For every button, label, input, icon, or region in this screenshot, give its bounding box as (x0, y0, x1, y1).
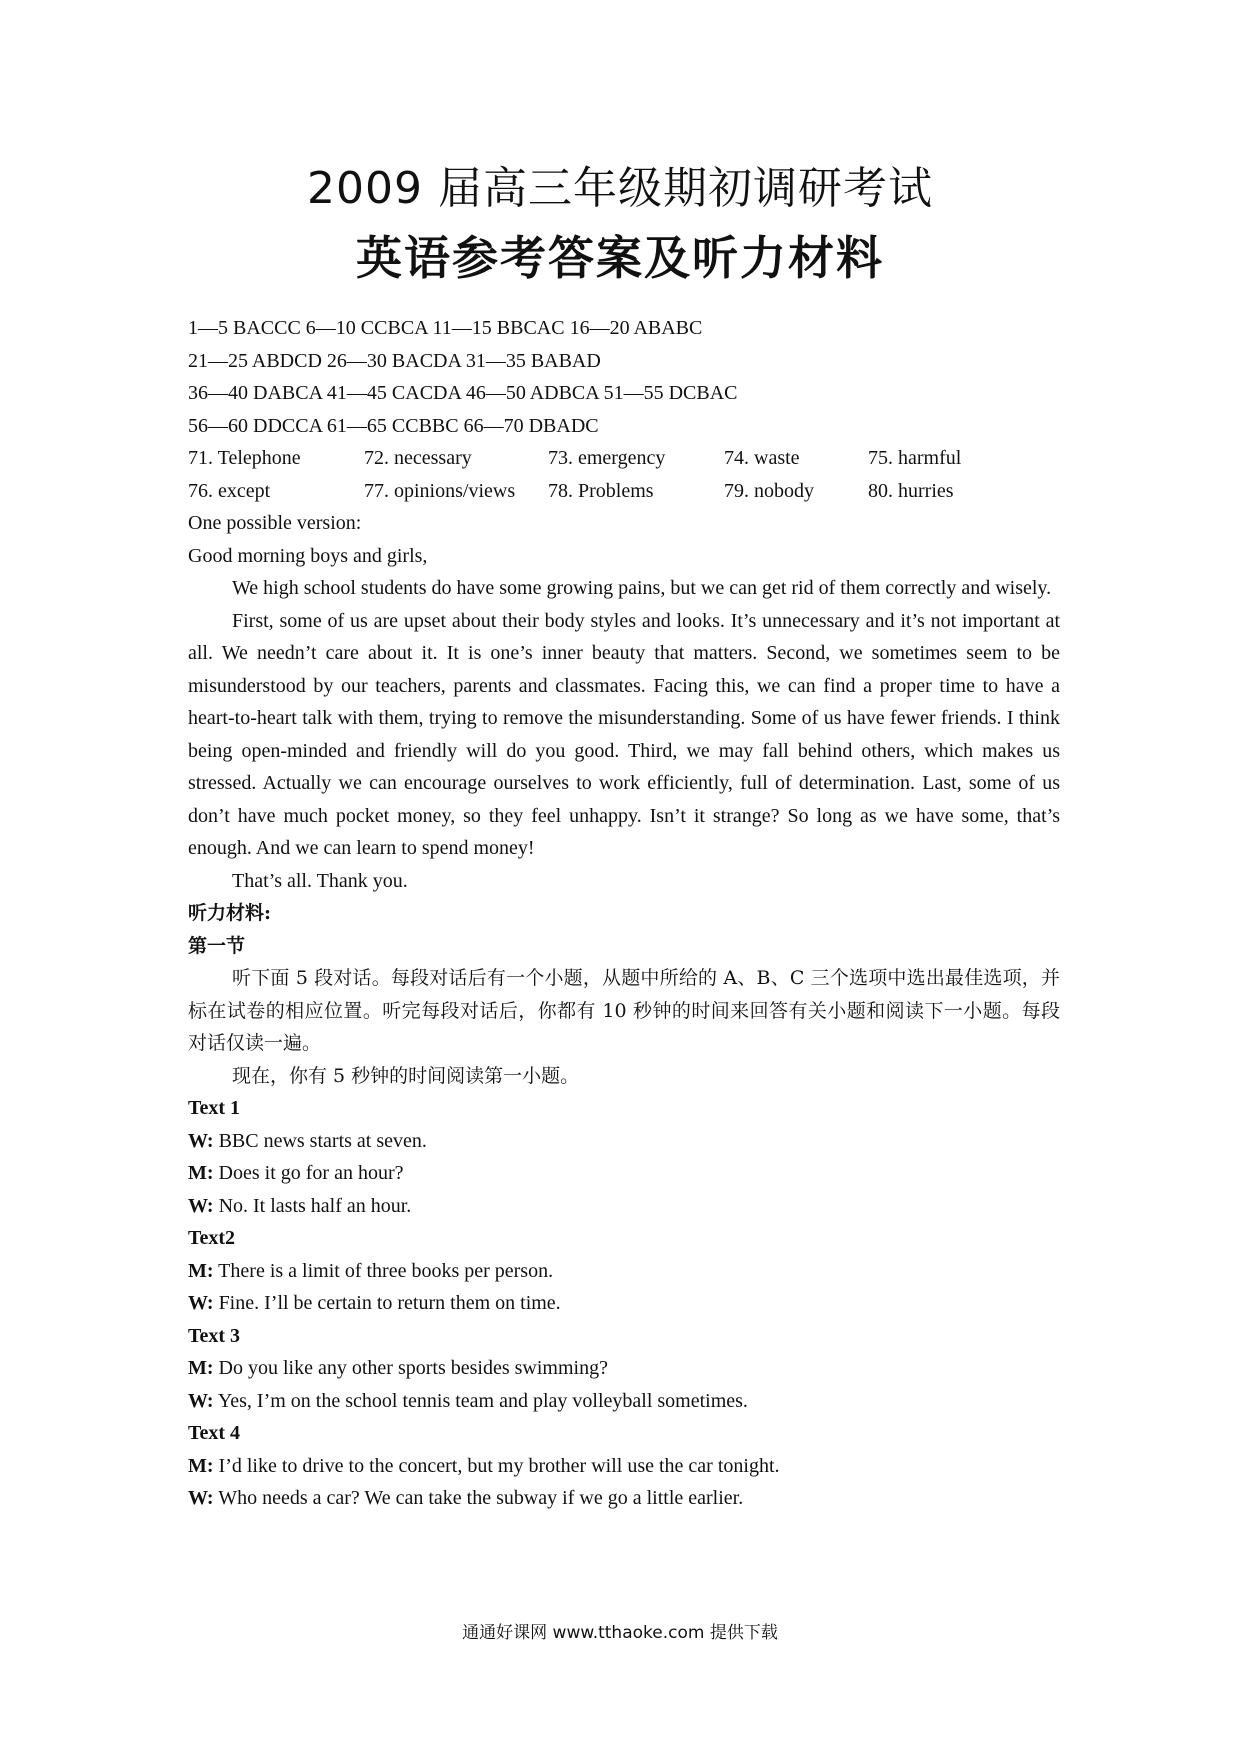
dialogue-line (188, 1450, 1060, 1483)
dialogue-text: No. It lasts half an hour. (213, 1194, 412, 1217)
speaker-label: W: (188, 1487, 214, 1509)
text-title: Text2 (188, 1227, 236, 1249)
page-title: 2009 届高三年级期初调研考试 (307, 163, 933, 214)
listening-prompt: 现在，你有 5 秒钟的时间阅读第一小题。 (232, 1064, 580, 1087)
speaker-label: M: (188, 1162, 214, 1184)
dialogue-text: I’d like to drive to the concert, but my brother will use the car tonight. (213, 1454, 780, 1477)
dialogue-line (188, 1482, 1060, 1515)
dialogue-text: Does it go for an hour? (213, 1162, 404, 1184)
dialogue-text: There is a limit of three books per person. (213, 1259, 554, 1282)
text-block (188, 1092, 1060, 1222)
fill-answers-row (188, 475, 1060, 508)
listening-instructions: 听下面 5 段对话。每段对话后有一个小题，从题中所给的 A、B、C 三个选项中选出最佳选项，并标在试卷的相应位置。听完每段对话后，你都有 10 秒钟的时间来回答有关小题和阅读下一小题。每段对话仅读一遍。 (188, 967, 1060, 1054)
section-heading: 第一节 (188, 934, 246, 957)
essay-paragraph: First, some of us are upset about their body styles and looks. It’s unnecessary and it’s not important at all. We needn’t care about it. It is one’s inner beauty that matters. Second, we sometimes seem to be misunderstood by our teachers, parents and classmates. Facing this, we can find a proper time to have a heart-to-heart talk with them, trying to remove the misunderstanding. Some of us have fewer friends. I think being open-minded and friendly will do you good. Third, we may fall behind others, which makes us stressed. Actually we can encourage ourselves to work efficiently, full of determination. Last, some of us don’t have much pocket money, so they feel unhappy. Isn’t it strange? So long as we have some, that’s enough. And we can learn to spend money! (188, 609, 1060, 859)
page-subtitle: 英语参考答案及听力材料 (356, 231, 884, 285)
dialogue-text: Fine. I’ll be certain to return them on time. (213, 1292, 561, 1314)
fill-answer: 75. harmful (868, 447, 962, 469)
dialogue-line (188, 1385, 1060, 1418)
answer-line: 1—5 BACCC 6—10 CCBCA 11—15 BBCAC 16—20 ABABC (188, 317, 703, 339)
dialogue-line (188, 1255, 1060, 1288)
fill-answer: 79. nobody (724, 479, 814, 502)
dialogue-line (188, 1125, 1060, 1158)
page-footer: 通通好课网 www.tthaoke.com 提供下载 (462, 1623, 778, 1643)
dialogue-text: Do you like any other sports besides swimming? (213, 1357, 608, 1379)
speaker-label: W: (188, 1389, 214, 1412)
text-block (188, 1417, 1060, 1515)
fill-answer: 78. Problems (548, 479, 654, 502)
dialogue-text: Who needs a car? We can take the subway if we go a little earlier. (213, 1487, 744, 1509)
fill-answer: 74. waste (724, 447, 800, 469)
text-block (188, 1222, 1060, 1320)
fill-answer: 76. except (188, 479, 271, 502)
speaker-label: M: (188, 1259, 214, 1282)
dialogue-line (188, 1190, 1060, 1223)
dialogue-line (188, 1352, 1060, 1385)
speaker-label: W: (188, 1194, 214, 1217)
dialogue-text: BBC news starts at seven. (213, 1129, 427, 1152)
fill-answer: 77. opinions/views (364, 479, 516, 502)
answer-line: 36—40 DABCA 41—45 CACDA 46—50 ADBCA 51—55 DCBAC (188, 382, 738, 404)
listening-heading: 听力材料: (188, 902, 272, 924)
essay-closing: That’s all. Thank you. (232, 869, 408, 892)
essay-intro: One possible version: (188, 512, 362, 534)
dialogue-line (188, 1157, 1060, 1190)
speaker-label: W: (188, 1292, 214, 1314)
text-title: Text 4 (188, 1422, 241, 1444)
fill-answer: 72. necessary (364, 447, 472, 469)
dialogue-line (188, 1287, 1060, 1320)
fill-answer: 80. hurries (868, 479, 954, 502)
text-block (188, 1320, 1060, 1418)
essay-greeting: Good morning boys and girls, (188, 544, 428, 567)
fill-answer: 71. Telephone (188, 447, 301, 469)
speaker-label: M: (188, 1357, 214, 1379)
text-title: Text 1 (188, 1097, 241, 1119)
text-title: Text 3 (188, 1324, 241, 1347)
speaker-label: M: (188, 1454, 214, 1477)
fill-answer: 73. emergency (548, 447, 666, 469)
dialogue-text: Yes, I’m on the school tennis team and play volleyball sometimes. (213, 1389, 748, 1412)
fill-answers-row (188, 442, 1060, 475)
essay-paragraph: We high school students do have some growing pains, but we can get rid of them correctly and wisely. (232, 577, 1052, 599)
answer-line: 56—60 DDCCA 61—65 CCBBC 66—70 DBADC (188, 414, 599, 437)
document-body (188, 312, 1060, 1515)
speaker-label: W: (188, 1129, 214, 1152)
answer-line: 21—25 ABDCD 26—30 BACDA 31—35 BABAD (188, 349, 601, 372)
